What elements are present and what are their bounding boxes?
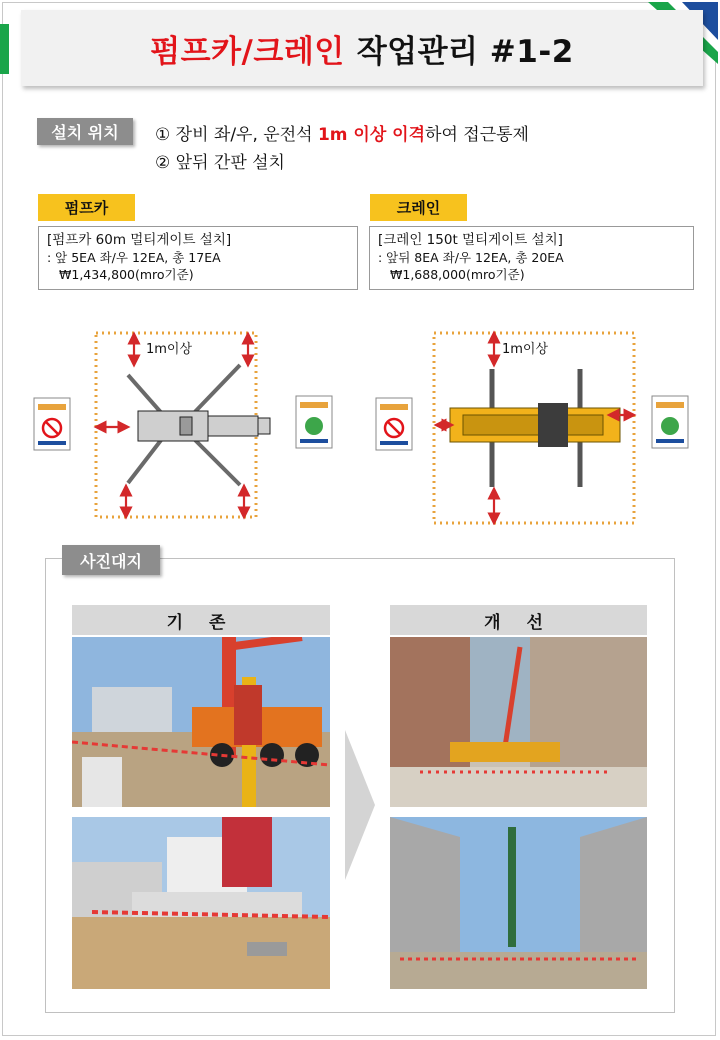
after-label: 개 선 [390,605,647,635]
title-black-part: 작업관리 #1-2 [356,33,574,70]
before-label: 기 존 [72,605,330,635]
pump-label: 펌프카 [38,194,135,221]
after-photo-crane [390,817,647,989]
install-line-1-prefix: ① 장비 좌/우, 운전석 [155,125,318,145]
pump-box-line1: : 앞 5EA 좌/우 12EA, 총 17EA [47,250,221,265]
pump-distance-label: 1m이상 [146,342,193,357]
install-line-1 [155,120,529,145]
crane-distance-label: 1m이상 [502,342,549,357]
warning-sign-icon [294,394,334,452]
install-location-tag: 설치 위치 [37,118,133,145]
crane-diagram [368,325,698,525]
before-after-arrow-icon [345,730,375,880]
warning-sign-icon [650,394,690,452]
before-photo-pump [72,637,330,807]
crane-box-line2: ₩1,688,000(mro기준) [390,267,525,282]
crane-box-line1: : 앞뒤 8EA 좌/우 12EA, 총 20EA [378,250,564,265]
after-photo-pump [390,637,647,807]
install-line-1-highlight: 1m 이상 이격 [317,125,426,145]
warning-sign-icon [374,396,414,454]
pump-box-title: [펌프카 60m 멀티게이트 설치] [47,232,232,248]
crane-label: 크레인 [370,194,467,221]
pump-box-line2: ₩1,434,800(mro기준) [59,267,194,282]
before-photo-crane [72,817,330,989]
pump-info-box [38,226,358,290]
warning-sign-icon [32,396,72,454]
page-title [21,10,703,86]
crane-box-title: [크레인 150t 멀티게이트 설치] [378,232,563,248]
install-line-1-suffix: 하여 접근통제 [425,125,529,145]
crane-info-box [369,226,694,290]
left-accent-bar [0,24,9,74]
title-red-part: 펌프카/크레인 [150,33,345,70]
photo-section-tag: 사진대지 [62,545,160,575]
install-line-2: ② 앞뒤 간판 설치 [155,153,285,173]
